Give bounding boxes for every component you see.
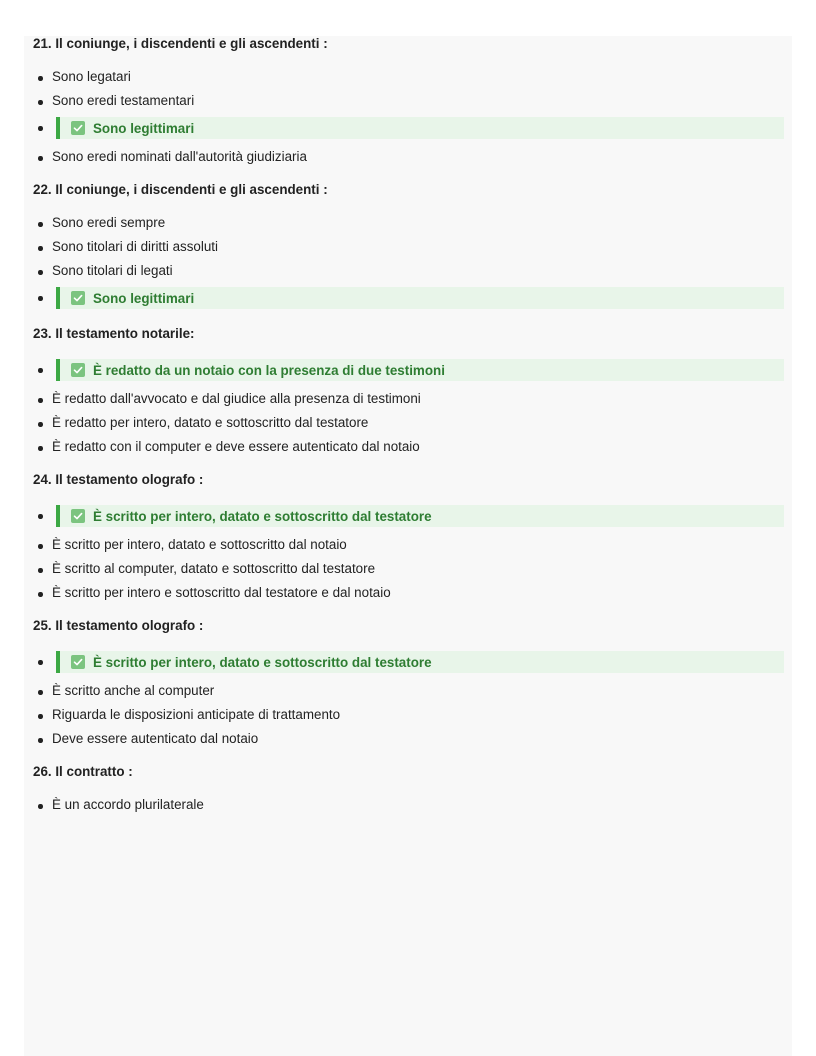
question-title: 22. Il coniunge, i discendenti e gli ascendenti :: [33, 182, 328, 197]
answer-text: È scritto per intero, datato e sottoscritto dal testatore: [93, 654, 432, 670]
correct-answer-highlight: [56, 117, 784, 139]
answer-item: Sono titolari di diritti assoluti: [33, 239, 785, 255]
answer-item: È redatto dall'avvocato e dal giudice alla presenza di testimoni: [33, 391, 785, 407]
check-mark-icon: [71, 655, 85, 669]
answer-item: È redatto con il computer e deve essere autenticato dal notaio: [33, 439, 785, 455]
answer-item: Sono titolari di legati: [33, 263, 785, 279]
check-mark-icon: [71, 291, 85, 305]
answer-item-correct: [33, 117, 785, 139]
question-title: 26. Il contratto :: [33, 764, 133, 779]
answer-text: Sono legittimari: [93, 120, 195, 136]
answer-item-correct: [33, 359, 785, 381]
correct-answer-highlight: [56, 287, 784, 309]
answer-list: [33, 359, 785, 455]
check-mark-icon: [71, 363, 85, 377]
answer-item: Sono eredi sempre: [33, 215, 785, 231]
check-mark-icon: [71, 121, 85, 135]
answer-text: È redatto da un notaio con la presenza di due testimoni: [93, 362, 445, 378]
answer-item: È scritto per intero, datato e sottoscritto dal notaio: [33, 537, 785, 553]
question-title: 25. Il testamento olografo :: [33, 618, 204, 633]
answer-item: Sono eredi nominati dall'autorità giudiziaria: [33, 149, 785, 165]
question-title: 23. Il testamento notarile:: [33, 326, 195, 341]
answer-item: È un accordo plurilaterale: [33, 797, 785, 813]
answer-text: Sono legittimari: [93, 290, 195, 306]
answer-list: [33, 69, 785, 165]
answer-list: [33, 651, 785, 747]
check-mark-icon: [71, 509, 85, 523]
answer-item: Sono eredi testamentari: [33, 93, 785, 109]
answer-item-correct: [33, 651, 785, 673]
quiz-content: [33, 36, 785, 830]
correct-answer-highlight: [56, 505, 784, 527]
answer-item-correct: [33, 505, 785, 527]
correct-answer-highlight: [56, 651, 784, 673]
answer-list: [33, 215, 785, 309]
answer-item: Riguarda le disposizioni anticipate di trattamento: [33, 707, 785, 723]
answer-text: È scritto per intero, datato e sottoscritto dal testatore: [93, 508, 432, 524]
answer-item: È scritto anche al computer: [33, 683, 785, 699]
answer-item-correct: [33, 287, 785, 309]
question-title: 21. Il coniunge, i discendenti e gli ascendenti :: [33, 36, 328, 51]
question-title: 24. Il testamento olografo :: [33, 472, 204, 487]
correct-answer-highlight: [56, 359, 784, 381]
answer-list: [33, 797, 785, 813]
answer-item: È scritto per intero e sottoscritto dal testatore e dal notaio: [33, 585, 785, 601]
answer-item: È scritto al computer, datato e sottoscritto dal testatore: [33, 561, 785, 577]
answer-item: Deve essere autenticato dal notaio: [33, 731, 785, 747]
answer-item: È redatto per intero, datato e sottoscritto dal testatore: [33, 415, 785, 431]
answer-item: Sono legatari: [33, 69, 785, 85]
answer-list: [33, 505, 785, 601]
